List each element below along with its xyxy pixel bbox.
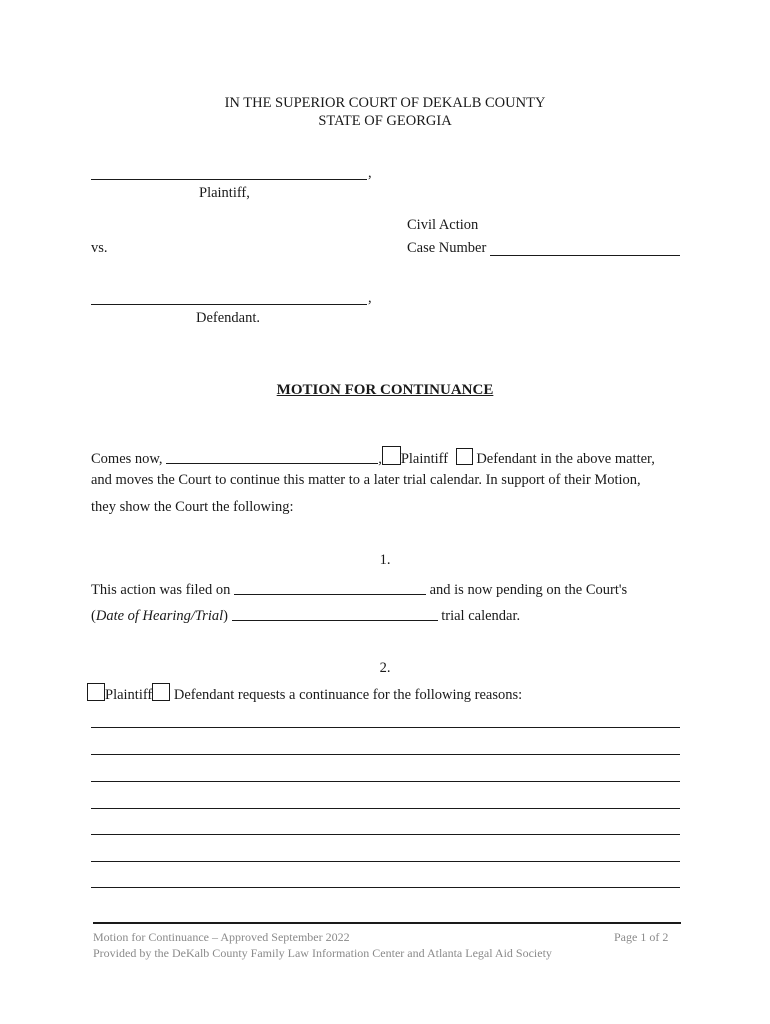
reason-line[interactable] bbox=[91, 861, 680, 862]
reason-line[interactable] bbox=[91, 887, 680, 888]
intro-line-2: and moves the Court to continue this matter to a later trial calendar. In support of their Motion, bbox=[91, 472, 641, 488]
civil-action-label: Civil Action bbox=[407, 217, 479, 233]
footer-divider bbox=[93, 922, 681, 924]
reason-line[interactable] bbox=[91, 808, 680, 809]
plaintiff-name-line[interactable] bbox=[91, 179, 367, 180]
footer-provided-by: Provided by the DeKalb County Family Law Information Center and Atlanta Legal Aid Society bbox=[93, 946, 552, 960]
requests-text: Defendant requests a continuance for the following reasons: bbox=[173, 687, 523, 703]
movant-name-blank[interactable] bbox=[166, 449, 378, 464]
trial-calendar-text: trial calendar. bbox=[441, 608, 521, 624]
filed-on-text: This action was filed on bbox=[91, 582, 231, 598]
defendant-checkbox[interactable] bbox=[456, 448, 473, 465]
plaintiff-checkbox[interactable] bbox=[382, 446, 401, 465]
defendant-comma: , bbox=[368, 290, 372, 306]
close-paren: ) bbox=[223, 608, 228, 624]
reason-line[interactable] bbox=[91, 727, 680, 728]
requesting-plaintiff-checkbox[interactable] bbox=[87, 683, 105, 701]
date-of-hearing-label: Date of Hearing/Trial bbox=[95, 608, 224, 624]
section-1-line-2 bbox=[91, 606, 520, 625]
plaintiff-comma: , bbox=[368, 165, 372, 181]
filed-date-blank[interactable] bbox=[234, 580, 426, 595]
intro-line-3: they show the Court the following: bbox=[91, 499, 294, 515]
court-state: STATE OF GEORGIA bbox=[318, 113, 452, 129]
versus-label: vs. bbox=[91, 240, 108, 256]
motion-title: MOTION FOR CONTINUANCE bbox=[276, 382, 494, 398]
intro-tail-text: in the above matter, bbox=[540, 451, 655, 467]
pending-text: and is now pending on the Court's bbox=[429, 582, 628, 598]
open-paren: ( bbox=[91, 608, 96, 624]
footer-page-number: Page 1 of 2 bbox=[614, 930, 669, 944]
requesting-plaintiff-label: Plaintiff bbox=[105, 687, 153, 703]
footer-form-name: Motion for Continuance – Approved September 2022 bbox=[93, 930, 350, 944]
defendant-option-label: Defendant bbox=[476, 451, 537, 467]
plaintiff-option-label: Plaintiff bbox=[400, 451, 449, 467]
plaintiff-label: Plaintiff, bbox=[199, 185, 250, 201]
court-name: IN THE SUPERIOR COURT OF DEKALB COUNTY bbox=[224, 95, 546, 111]
defendant-label: Defendant. bbox=[196, 310, 261, 326]
section-2-number: 2. bbox=[379, 660, 391, 676]
comes-now-comma: , bbox=[378, 451, 382, 467]
hearing-date-blank[interactable] bbox=[232, 606, 438, 621]
defendant-name-line[interactable] bbox=[91, 304, 367, 305]
intro-line-1 bbox=[91, 446, 655, 468]
reason-line[interactable] bbox=[91, 834, 680, 835]
reason-line[interactable] bbox=[91, 754, 680, 755]
reason-line[interactable] bbox=[91, 781, 680, 782]
section-1-line-1 bbox=[91, 580, 627, 599]
section-2-line-1 bbox=[87, 683, 522, 704]
comes-now-text: Comes now, bbox=[91, 451, 163, 467]
case-number-label: Case Number bbox=[407, 240, 487, 256]
requesting-defendant-checkbox[interactable] bbox=[152, 683, 170, 701]
section-1-number: 1. bbox=[379, 552, 391, 568]
case-number-line[interactable] bbox=[490, 255, 680, 256]
